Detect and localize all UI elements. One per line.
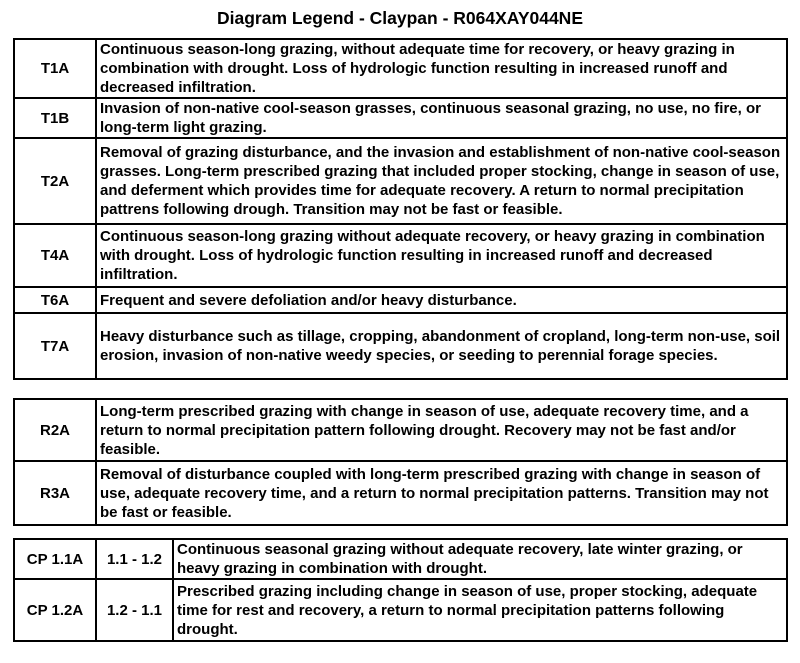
table-row [14,539,787,579]
pathway-phases: 1.2 - 1.1 [96,579,173,641]
transition-description: Heavy disturbance such as tillage, cropping, abandonment of cropland, long-term non-use, soil erosion, invasion of non-native weedy species, or seeding to perennial forage species. [96,313,787,379]
transition-description: Continuous season-long grazing, without adequate time for recovery, or heavy grazing in combination with drought. Loss of hydrologic function resulting in increased runoff and decreased infiltration. [96,39,787,98]
table-row [14,287,787,313]
pathway-code: CP 1.1A [14,539,96,579]
table-row [14,98,787,138]
transition-description: Continuous season-long grazing without adequate recovery, or heavy grazing in combination with drought. Loss of hydrologic function resulting in increased runoff and decreased infiltration. [96,224,787,287]
transition-code: T1A [14,39,96,98]
restoration-description: Removal of disturbance coupled with long-term prescribed grazing with change in season of use, adequate recovery time, and a return to normal precipitation patterns. Transition may not be fast or feasible. [96,461,787,525]
transition-code: T4A [14,224,96,287]
transition-code: T6A [14,287,96,313]
transition-description: Frequent and severe defoliation and/or heavy disturbance. [96,287,787,313]
transition-code: T2A [14,138,96,224]
legend-title: Diagram Legend - Claypan - R064XAY044NE [216,8,583,28]
table-row [14,313,787,379]
transitions-table [13,38,788,380]
pathway-description: Continuous seasonal grazing without adequate recovery, late winter grazing, or heavy grazing in combination with drought. [173,539,787,579]
restorations-table [13,398,788,526]
table-row [14,224,787,287]
pathway-phases: 1.1 - 1.2 [96,539,173,579]
transition-description: Invasion of non-native cool-season grasses, continuous seasonal grazing, no use, no fire, or long-term light grazing. [96,98,787,138]
pathway-code: CP 1.2A [14,579,96,641]
pathway-description: Prescribed grazing including change in season of use, proper stocking, adequate time for rest and recovery, a return to normal precipitation patterns following drought. [173,579,787,641]
table-row [14,399,787,461]
table-row [14,39,787,98]
transition-description: Removal of grazing disturbance, and the invasion and establishment of non-native cool-season grasses. Long-term prescribed grazing that included proper stocking, change in season of use, and deferment which provides time for adequate recovery. A return to normal precipitation pattrens following drough. Transition may not be fast or feasible. [96,138,787,224]
restoration-description: Long-term prescribed grazing with change in season of use, adequate recovery time, and a return to normal precipitation pattern following drought. Recovery may not be fast and/or feasible. [96,399,787,461]
transition-code: T1B [14,98,96,138]
restoration-code: R3A [14,461,96,525]
restoration-code: R2A [14,399,96,461]
table-row [14,138,787,224]
table-row [14,461,787,525]
table-row [14,579,787,641]
community-pathways-table [13,538,788,642]
transition-code: T7A [14,313,96,379]
